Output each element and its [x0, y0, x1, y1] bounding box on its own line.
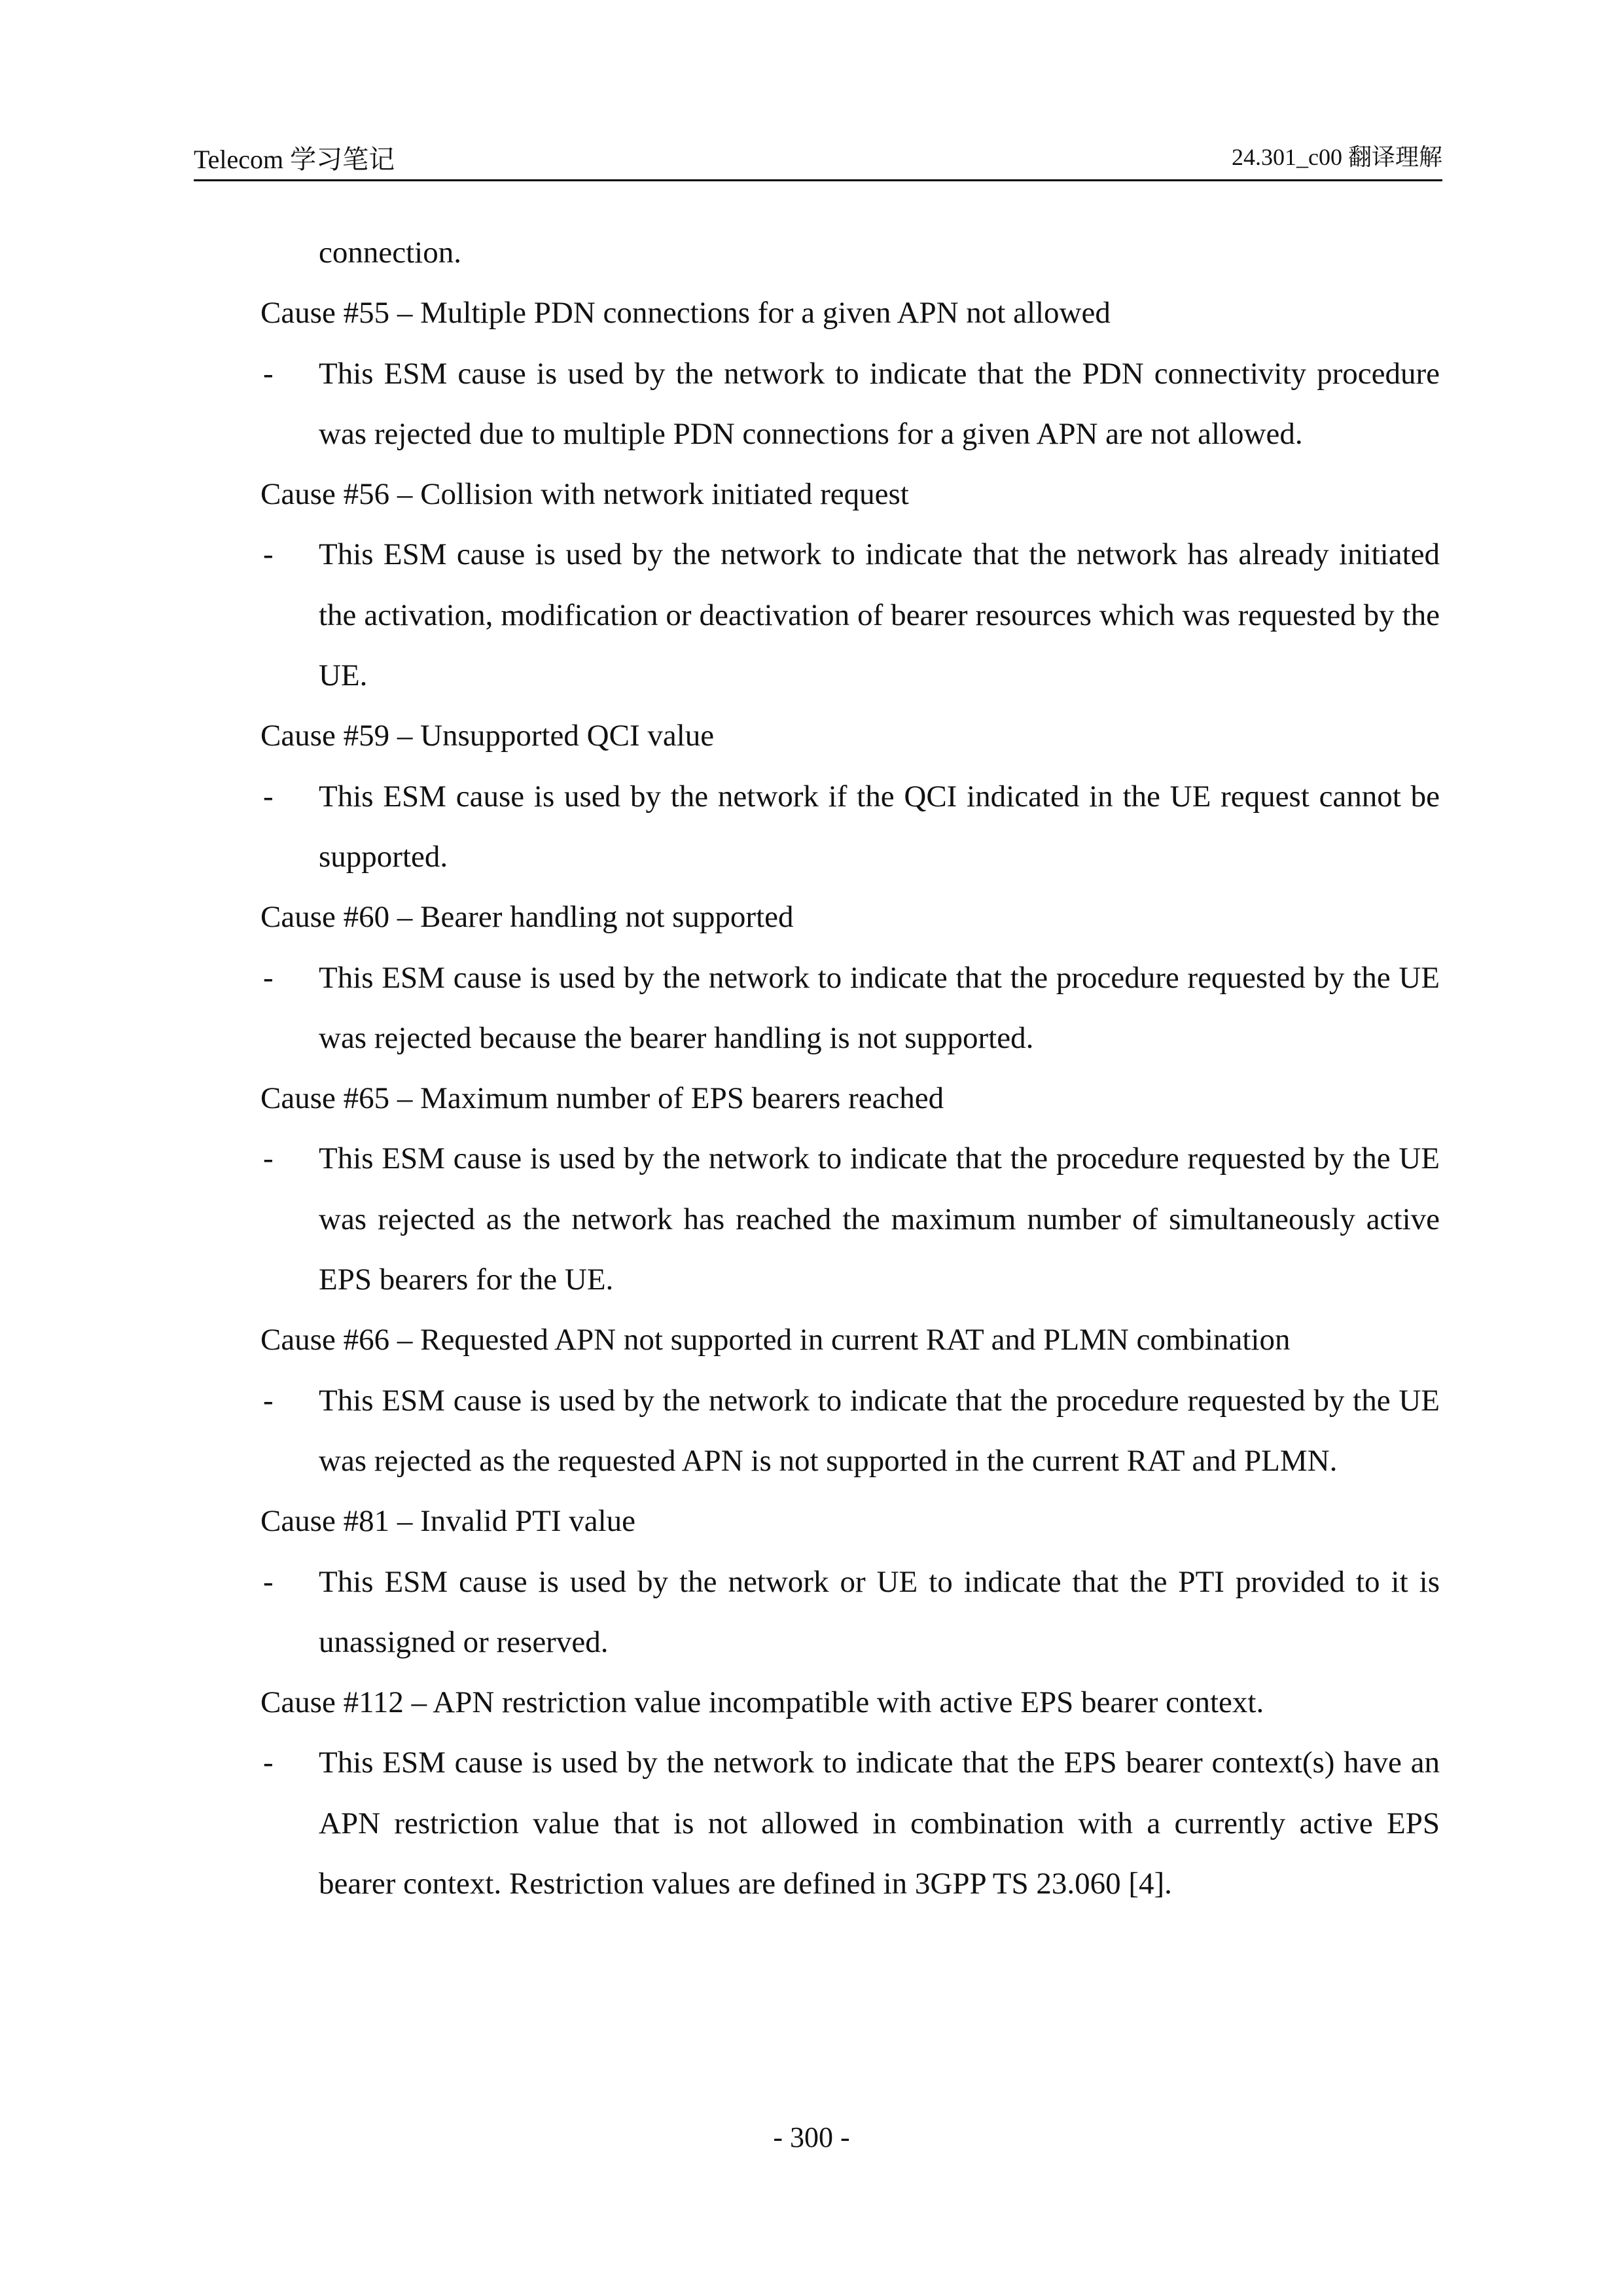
header-left-title: Telecom 学习笔记 [194, 145, 395, 174]
cause-title: Cause #59 – Unsupported QCI value [260, 719, 715, 753]
bullet-dash: - [263, 1564, 274, 1599]
cause-title: Cause #55 – Multiple PDN connections for a given APN not allowed [260, 296, 1111, 331]
cause-description [260, 344, 1440, 465]
page-body [260, 223, 1440, 1914]
bullet-dash: - [263, 1141, 274, 1176]
cause-description [260, 1732, 1440, 1914]
cause-description-text: This ESM cause is used by the network to indicate that the PDN connectivity procedure was rejected due to multiple PDN connections for a given APN are not allowed. [319, 356, 1440, 451]
cause-title: Cause #66 – Requested APN not supported in current RAT and PLMN combination [260, 1323, 1291, 1357]
cause-title: Cause #56 – Collision with network initiated request [260, 477, 909, 512]
bullet-dash: - [263, 356, 274, 391]
cause-title: Cause #65 – Maximum number of EPS bearers reached [260, 1081, 944, 1116]
bullet-dash: - [263, 960, 274, 995]
cause-description-text: This ESM cause is used by the network to indicate that the EPS bearer context(s) have an APN restriction value that is not allowed in combination with a currently active EPS bearer context. Restriction values are defined in 3GPP TS 23.060 [4]. [319, 1746, 1440, 1901]
cause-description-text: This ESM cause is used by the network to indicate that the network has already initiated the activation, modification or deactivation of bearer resources which was requested by the UE. [319, 537, 1440, 693]
continuation-text: connection. [319, 236, 461, 270]
cause-description-text: This ESM cause is used by the network to indicate that the procedure requested by the UE was rejected as the requested APN is not supported in the current RAT and PLMN. [319, 1383, 1440, 1478]
page-header [194, 131, 1442, 181]
cause-title: Cause #60 – Bearer handling not supported [260, 900, 794, 935]
bullet-dash: - [263, 1746, 274, 1780]
cause-description [260, 948, 1440, 1069]
bullet-dash: - [263, 779, 274, 814]
cause-description [260, 766, 1440, 888]
cause-description-text: This ESM cause is used by the network or UE to indicate that the PTI provided to it is unassigned or reserved. [319, 1564, 1440, 1659]
bullet-dash: - [263, 1383, 274, 1418]
cause-description [260, 1128, 1440, 1310]
header-right-title: 24.301_c00 翻译理解 [1232, 144, 1442, 170]
cause-list [260, 283, 1440, 1914]
cause-description [260, 1552, 1440, 1673]
cause-description-text: This ESM cause is used by the network to indicate that the procedure requested by the UE was rejected as the network has reached the maximum number of simultaneously active EPS bearers for the UE. [319, 1141, 1440, 1297]
cause-description-text: This ESM cause is used by the network to indicate that the procedure requested by the UE was rejected because the bearer handling is not supported. [319, 960, 1440, 1055]
bullet-dash: - [263, 537, 274, 572]
page-number: - 300 - [773, 2121, 850, 2153]
cause-description [260, 1371, 1440, 1492]
cause-title: Cause #112 – APN restriction value incompatible with active EPS bearer context. [260, 1685, 1264, 1720]
cause-description [260, 524, 1440, 706]
cause-description-text: This ESM cause is used by the network if the QCI indicated in the UE request cannot be supported. [319, 779, 1440, 874]
cause-title: Cause #81 – Invalid PTI value [260, 1504, 636, 1539]
